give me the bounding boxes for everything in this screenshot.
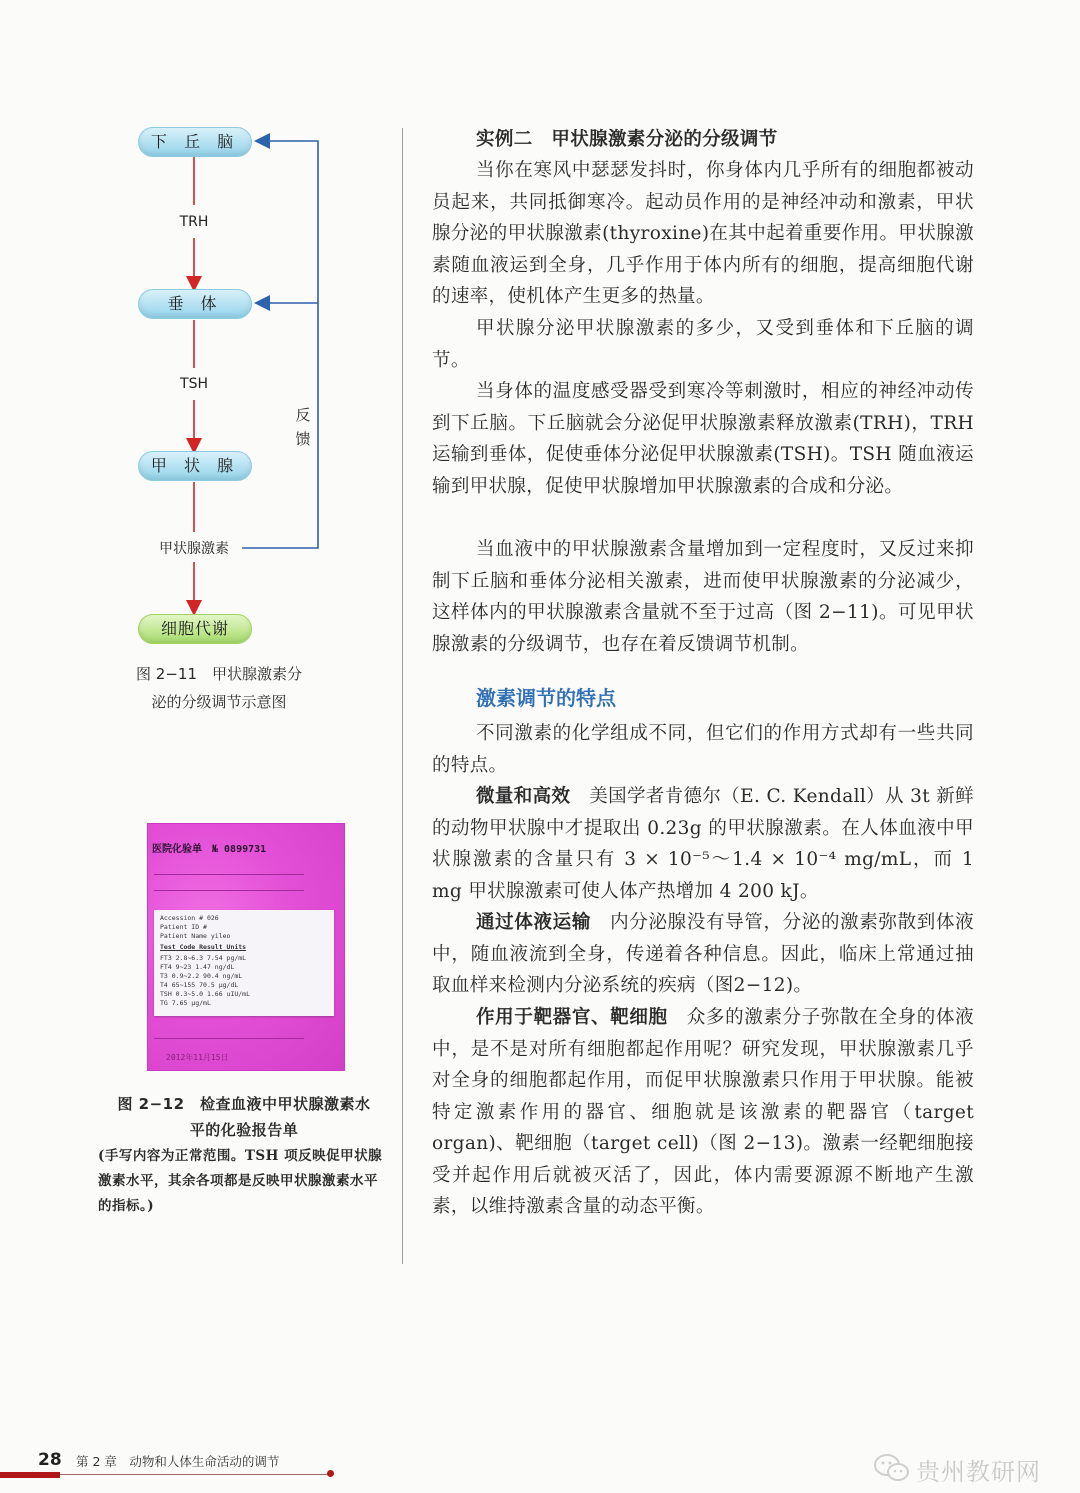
watermark: 贵州教研网 xyxy=(916,1458,1041,1486)
feedback-line xyxy=(242,141,318,548)
report-row: TSH 0.3~5.0 1.66 uIU/mL xyxy=(160,990,251,998)
report-header: 医院化验单 № 0899731 xyxy=(152,844,267,855)
report-row: FT3 2.8~6.3 7.54 pg/mL xyxy=(160,954,247,962)
report-row: TG 7.65 μg/mL xyxy=(160,999,211,1007)
footer-rule xyxy=(60,1474,330,1475)
node-pituitary: 垂 体 xyxy=(138,289,252,319)
figure-2-12-caption-line2: 平的化验报告单 xyxy=(189,1121,299,1139)
chapter-title: 第 2 章 动物和人体生命活动的调节 xyxy=(76,1454,280,1469)
report-row: Test Code Result Units xyxy=(160,943,247,951)
paragraph-3: 当身体的温度感受器受到寒冷等刺激时，相应的神经冲动传到下丘脑。下丘脑就会分泌促甲状腺激素释放激素(TRH)，TRH 运输到垂体，促使垂体分泌促甲状腺激素(TSH)。TSH 随血液运输到甲状腺，促使甲状腺增加甲状腺激素的合成和分泌。 xyxy=(432,381,974,497)
node-thyroid: 甲 状 腺 xyxy=(138,451,252,481)
paragraph-1: 当你在寒风中瑟瑟发抖时，你身体内几乎所有的细胞都被动员起来，共同抵御寒冷。起动员作用的是神经冲动和激素，甲状腺分泌的甲状腺激素(thyroxine)在其中起着重要作用。甲状腺激素随血液运到全身，几乎作用于体内所有的细胞，提高细胞代谢的速率，使机体产生更多的热量。 xyxy=(432,160,974,307)
report-row: T4 65~155 70.5 μg/dL xyxy=(160,981,239,989)
column-divider xyxy=(402,128,403,1264)
paragraph-7: 通过体液运输 内分泌腺没有导管，分泌的激素弥散到体液中，随血液流到全身，传递着各种信息。因此，临床上常通过抽取血样来检测内分泌系统的疾病（图2−12)。 xyxy=(432,912,974,996)
label-thyroxine: 甲状腺激素 xyxy=(159,541,229,557)
paragraph-5: 不同激素的化学组成不同，但它们的作用方式却有一些共同的特点。 xyxy=(432,723,974,776)
example-title: 实例二 甲状腺激素分泌的分级调节 xyxy=(476,129,778,150)
report-date: 2012年11月15日 xyxy=(166,1053,229,1062)
report-row: T3 0.9~2.2 90.4 ng/mL xyxy=(160,972,243,980)
label-feedback-1: 反 xyxy=(295,406,311,424)
report-row: Patient Name yileo xyxy=(160,932,231,940)
lab-report-photo xyxy=(148,824,344,1070)
paragraph-6: 微量和高效 美国学者肯德尔（E. C. Kendall）从 3t 新鲜的动物甲状腺中才提取出 0.23g 的甲状腺激素。在人体血液中甲状腺激素的含量只有 3 × 10⁻⁵～1.4 × 10⁻⁴ mg/mL，而 1 mg 甲状腺激素可使人体产热增加 4 200 kJ。 xyxy=(432,786,974,902)
label-feedback-2: 馈 xyxy=(295,430,311,448)
section-title: 激素调节的特点 xyxy=(476,686,616,710)
report-result-sheet xyxy=(154,910,334,1016)
footer-red-bar xyxy=(0,1472,60,1478)
figure-2-12-caption-line1: 图 2−12 检查血液中甲状腺激素水 xyxy=(117,1095,371,1113)
label-trh: TRH xyxy=(179,214,209,230)
figure-2-11-caption-line1: 图 2−11 甲状腺激素分 xyxy=(136,665,302,683)
wechat-icon xyxy=(872,1452,912,1484)
node-hypothalamus: 下 丘 脑 xyxy=(138,127,252,157)
footer-dot xyxy=(327,1470,334,1477)
report-row: Patient ID # xyxy=(160,923,207,931)
regulation-diagram-arrows xyxy=(0,0,400,660)
report-row: FT4 9~23 1.47 ng/dL xyxy=(160,963,235,971)
subheading-body-fluid-transport: 通过体液运输 xyxy=(476,912,591,933)
label-tsh: TSH xyxy=(180,376,208,392)
paragraph-4: 当血液中的甲状腺激素含量增加到一定程度时，又反过来抑制下丘脑和垂体分泌相关激素，进而使甲状腺激素的分泌减少，这样体内的甲状腺激素含量就不至于过高（图 2−11)。可见甲状腺激素的分级调节，也存在着反馈调节机制。 xyxy=(432,539,974,655)
figure-2-11-caption-line2: 泌的分级调节示意图 xyxy=(151,693,287,711)
report-row: Accession # 026 xyxy=(160,914,219,922)
page-number: 28 xyxy=(38,1450,62,1470)
figure-2-12-note: (手写内容为正常范围。TSH 项反映促甲状腺激素水平，其余各项都是反映甲状腺激素水平的指标。) xyxy=(98,1148,383,1214)
paragraph-8: 作用于靶器官、靶细胞 众多的激素分子弥散在全身的体液中，是不是对所有细胞都起作用呢？研究发现，甲状腺激素几乎对全身的细胞都起作用，而促甲状腺激素只作用于甲状腺。能被特定激素作用的器官、细胞就是该激素的靶器官（target organ)、靶细胞（target cell)（图 2−13)。激素一经靶细胞接受并起作用后就被灭活了，因此，体内需要源源不断地产生激素，以维持激素含量的动态平衡。 xyxy=(432,1007,974,1217)
subheading-target-organs: 作用于靶器官、靶细胞 xyxy=(476,1007,668,1028)
paragraph-2: 甲状腺分泌甲状腺激素的多少，又受到垂体和下丘脑的调节。 xyxy=(432,318,974,371)
subheading-trace-efficient: 微量和高效 xyxy=(476,786,571,807)
node-cell-metabolism: 细胞代谢 xyxy=(138,614,252,644)
